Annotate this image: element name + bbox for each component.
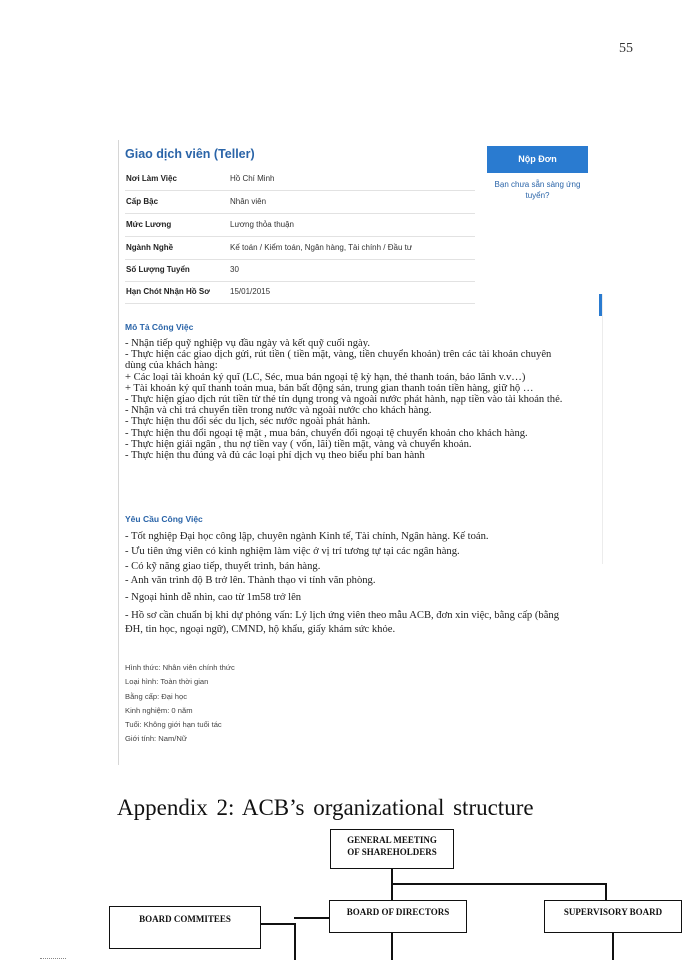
meta-line: Kinh nghiệm: 0 năm [125, 705, 193, 715]
description-line: + Tài khoản ký quĩ thanh toán mua, bán bất động sản, trung gian thanh toán tiền hàng, giữ hộ … [125, 382, 534, 394]
description-line: - Thực hiện các giao dịch gửi, rút tiền ( tiền mặt, vàng, tiền chuyển khoản) trên các tài khoản chuyên [125, 349, 552, 361]
meta-line: Bằng cấp: Đại học [125, 691, 188, 701]
meta-line: Loại hình: Toàn thời gian [125, 677, 209, 687]
info-value: 15/01/2015 [230, 287, 271, 296]
org-label: BOARD COMMITEES [139, 914, 231, 924]
info-label: Hạn Chót Nhận Hồ Sơ [126, 287, 210, 296]
info-value: 30 [230, 265, 239, 274]
description-line: - Thực hiện thu đổi ngoại tệ mặt , mua bán, chuyển đổi ngoại tệ chuyển khoản cho khách hàng. [125, 427, 528, 439]
info-value: Lương thỏa thuận [230, 220, 294, 229]
connector-line [605, 883, 607, 901]
appendix-title: Appendix 2: ACB’s organizational structure [117, 795, 534, 820]
info-value: Kế toán / Kiểm toán, Ngân hàng, Tài chính / Đầu tư [230, 243, 413, 252]
org-box-board-commitees [109, 906, 261, 949]
info-label: Cấp Bậc [126, 197, 159, 206]
meta-line: Hình thức: Nhân viên chính thức [125, 663, 235, 672]
org-label: GENERAL MEETING [347, 835, 437, 845]
job-title[interactable]: Giao dịch viên (Teller) [125, 147, 255, 161]
description-line: - Thực hiện thu đổi séc du lịch, séc nước ngoài phát hành. [125, 416, 371, 428]
requirement-line: - Có kỹ năng giao tiếp, thuyết trình, bán hàng. [125, 561, 321, 572]
page-number: 55 [619, 41, 633, 56]
requirement-line: - Hồ sơ cần chuẩn bị khi dự phỏng vấn: Lý lịch ứng viên theo mẫu ACB, đơn xin việc, bằng cấp (bằng [125, 610, 559, 621]
dotted-mark [40, 958, 66, 959]
connector-line [294, 923, 296, 960]
info-value: Nhân viên [230, 197, 267, 206]
requirements-heading: Yêu Cầu Công Việc [125, 514, 203, 524]
description-line: - Nhận tiếp quỹ nghiệp vụ đầu ngày và kết quỹ cuối ngày. [125, 338, 370, 349]
info-label: Nơi Làm Việc [126, 174, 177, 183]
not-ready-link[interactable]: Bạn chưa sẵn sàng ứng tuyển? [494, 180, 581, 200]
connector-line [391, 933, 393, 960]
description-line: - Thực hiện giải ngân , thu nợ tiền vay ( vốn, lãi) tiền mặt, vàng và chuyển khoản. [125, 438, 472, 450]
connector-line [391, 869, 393, 884]
info-label: Ngành Nghề [126, 243, 174, 252]
org-label: SUPERVISORY BOARD [563, 907, 663, 917]
requirement-line: - Ngoại hình dễ nhìn, cao từ 1m58 trở lên [125, 592, 302, 603]
org-box-board-of-directors [329, 900, 467, 933]
info-value: Hồ Chí Minh [230, 174, 275, 183]
connector-line [391, 883, 606, 885]
requirement-line: - Ưu tiên ứng viên có kinh nghiệm làm việc ở vị trí tương tự tại các ngân hàng. [125, 546, 460, 557]
description-heading: Mô Tả Công Việc [125, 322, 194, 332]
meta-line: Tuổi: Không giới hạn tuổi tác [125, 720, 222, 730]
connector-line [612, 933, 614, 960]
description-line: - Thực hiện giao dịch rút tiền từ thẻ tín dụng trong và ngoài nước phát hành, nạp tiền vào tài khoản thẻ. [125, 394, 563, 406]
org-box-supervisory-board [544, 900, 682, 933]
requirement-line: ĐH, tin học, ngoại ngữ), CMND, hộ khẩu, giấy khám sức khỏe. [125, 624, 396, 635]
apply-button[interactable]: Nộp Đơn [487, 146, 588, 173]
connector-line [391, 883, 393, 901]
org-label: OF SHAREHOLDERS [347, 847, 437, 857]
description-line: - Nhận và chi trả chuyển tiền trong nước và ngoài nước cho khách hàng. [125, 405, 432, 417]
requirement-line: - Anh văn trình độ B trở lên. Thành thạo vi tính văn phòng. [125, 575, 376, 586]
description-line: + Các loại tài khoản ký quĩ (LC, Séc, mua bán ngoại tệ kỳ hạn, thẻ thanh toán, bảo lãnh v.v…) [125, 371, 526, 383]
info-label: Số Lượng Tuyển [126, 265, 190, 274]
requirement-line: - Tốt nghiệp Đại học công lập, chuyên ngành Kinh tế, Tài chính, Ngân hàng. Kế toán. [125, 531, 489, 542]
connector-line [294, 917, 330, 919]
org-box-general-meeting [330, 829, 454, 869]
description-line: - Thực hiện thu đúng và đủ các loại phí dịch vụ theo biểu phí ban hành [125, 450, 425, 462]
connector-line [261, 923, 295, 925]
org-label: BOARD OF DIRECTORS [346, 907, 450, 917]
meta-line: Giới tính: Nam/Nữ [125, 734, 187, 744]
description-line: dùng của khách hàng: [125, 360, 218, 372]
info-label: Mức Lương [126, 220, 172, 229]
